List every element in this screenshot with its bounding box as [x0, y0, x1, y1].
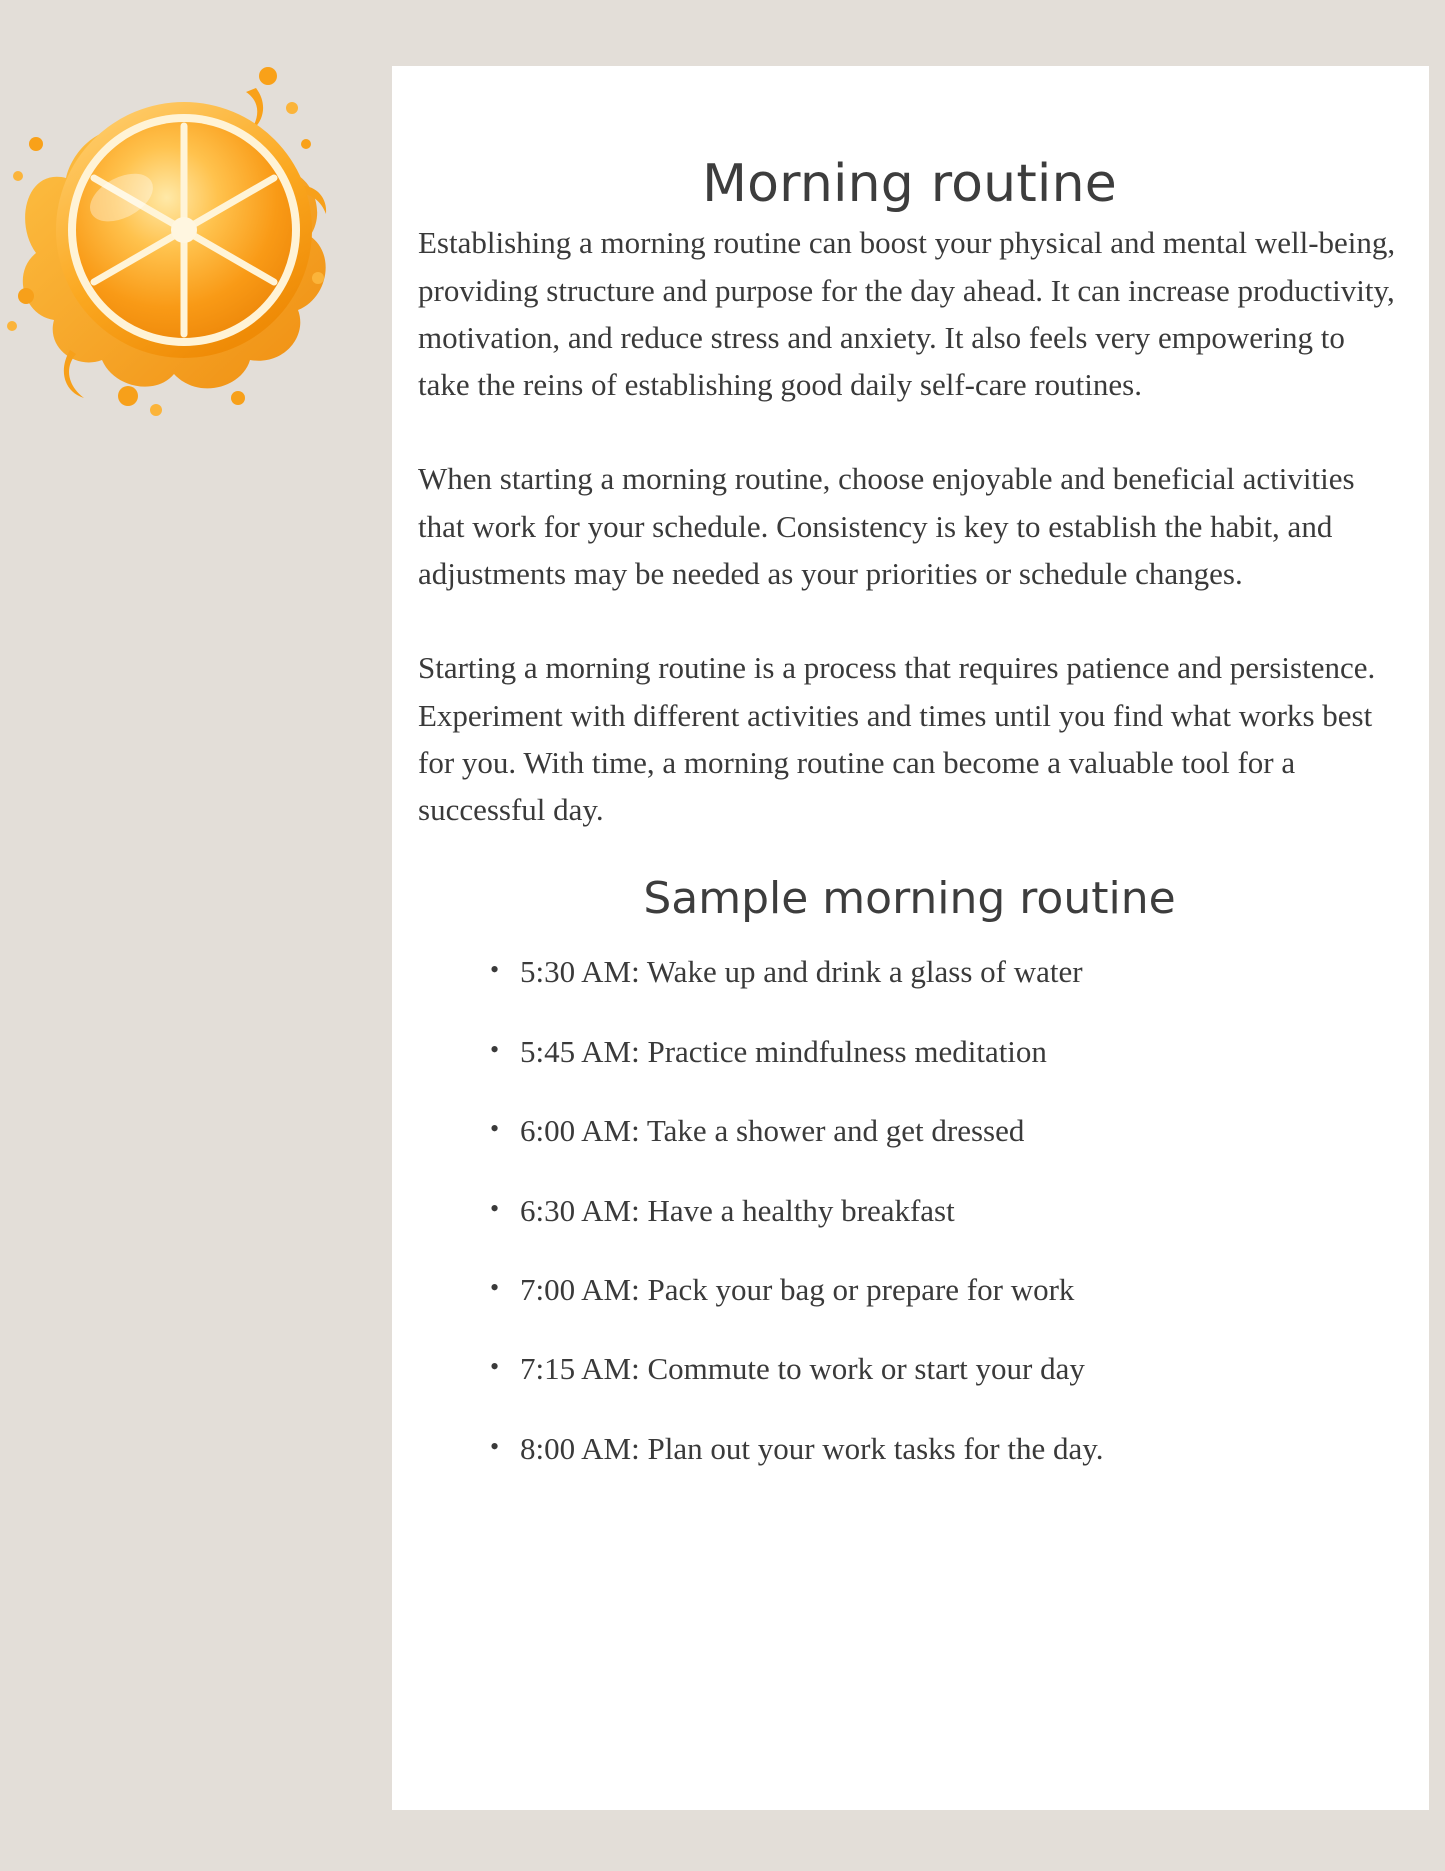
list-item-label: 6:00 AM: Take a shower and get dressed	[520, 1113, 1025, 1149]
list-item	[484, 1347, 1419, 1390]
list-item-label: 5:45 AM: Practice mindfulness meditation	[520, 1033, 1047, 1069]
page-title: Morning routine	[702, 154, 1117, 214]
list-item	[484, 1030, 1419, 1073]
list-item	[484, 950, 1419, 993]
list-item-label: 6:30 AM: Have a healthy breakfast	[520, 1192, 955, 1228]
bullet-icon: •	[490, 1034, 500, 1064]
bullet-icon: •	[490, 1431, 500, 1461]
document-content-card	[392, 66, 1429, 1810]
list-item	[484, 1427, 1419, 1470]
bullet-icon: •	[490, 1272, 500, 1302]
list-item-label: 7:00 AM: Pack your bag or prepare for work	[520, 1271, 1075, 1307]
list-item	[484, 1268, 1419, 1311]
orange-slice-splash-illustration	[6, 48, 366, 418]
list-item	[484, 1109, 1419, 1152]
paragraph: Establishing a morning routine can boost your physical and mental well-being, providing structure and purpose for the day ahead. It can increase productivity, motivation, and reduce stress and anxiety. It also feels very empowering to take the reins of establishing good daily self-care routines.	[418, 225, 1396, 403]
list-item-label: 5:30 AM: Wake up and drink a glass of water	[520, 954, 1083, 990]
document-body	[392, 66, 1429, 1506]
paragraph: When starting a morning routine, choose enjoyable and beneficial activities that work for your schedule. Consistency is key to establish the habit, and adjustments may be needed as your priorities or schedule changes.	[418, 461, 1355, 592]
bullet-icon: •	[490, 1114, 500, 1144]
list-item-label: 8:00 AM: Plan out your work tasks for the day.	[520, 1430, 1104, 1466]
paragraph: Starting a morning routine is a process that requires patience and persistence. Experiment with different activities and times until you find what works best for you. With time, a morning routine can become a valuable tool for a successful day.	[418, 650, 1376, 828]
intro-section	[400, 219, 1419, 834]
list-item	[484, 1189, 1419, 1232]
bullet-icon: •	[490, 1193, 500, 1223]
sample-routine-list	[400, 950, 1419, 1470]
section-heading: Sample morning routine	[643, 872, 1176, 924]
bullet-icon: •	[490, 955, 500, 985]
list-item-label: 7:15 AM: Commute to work or start your day	[520, 1351, 1085, 1387]
bullet-icon: •	[490, 1352, 500, 1382]
